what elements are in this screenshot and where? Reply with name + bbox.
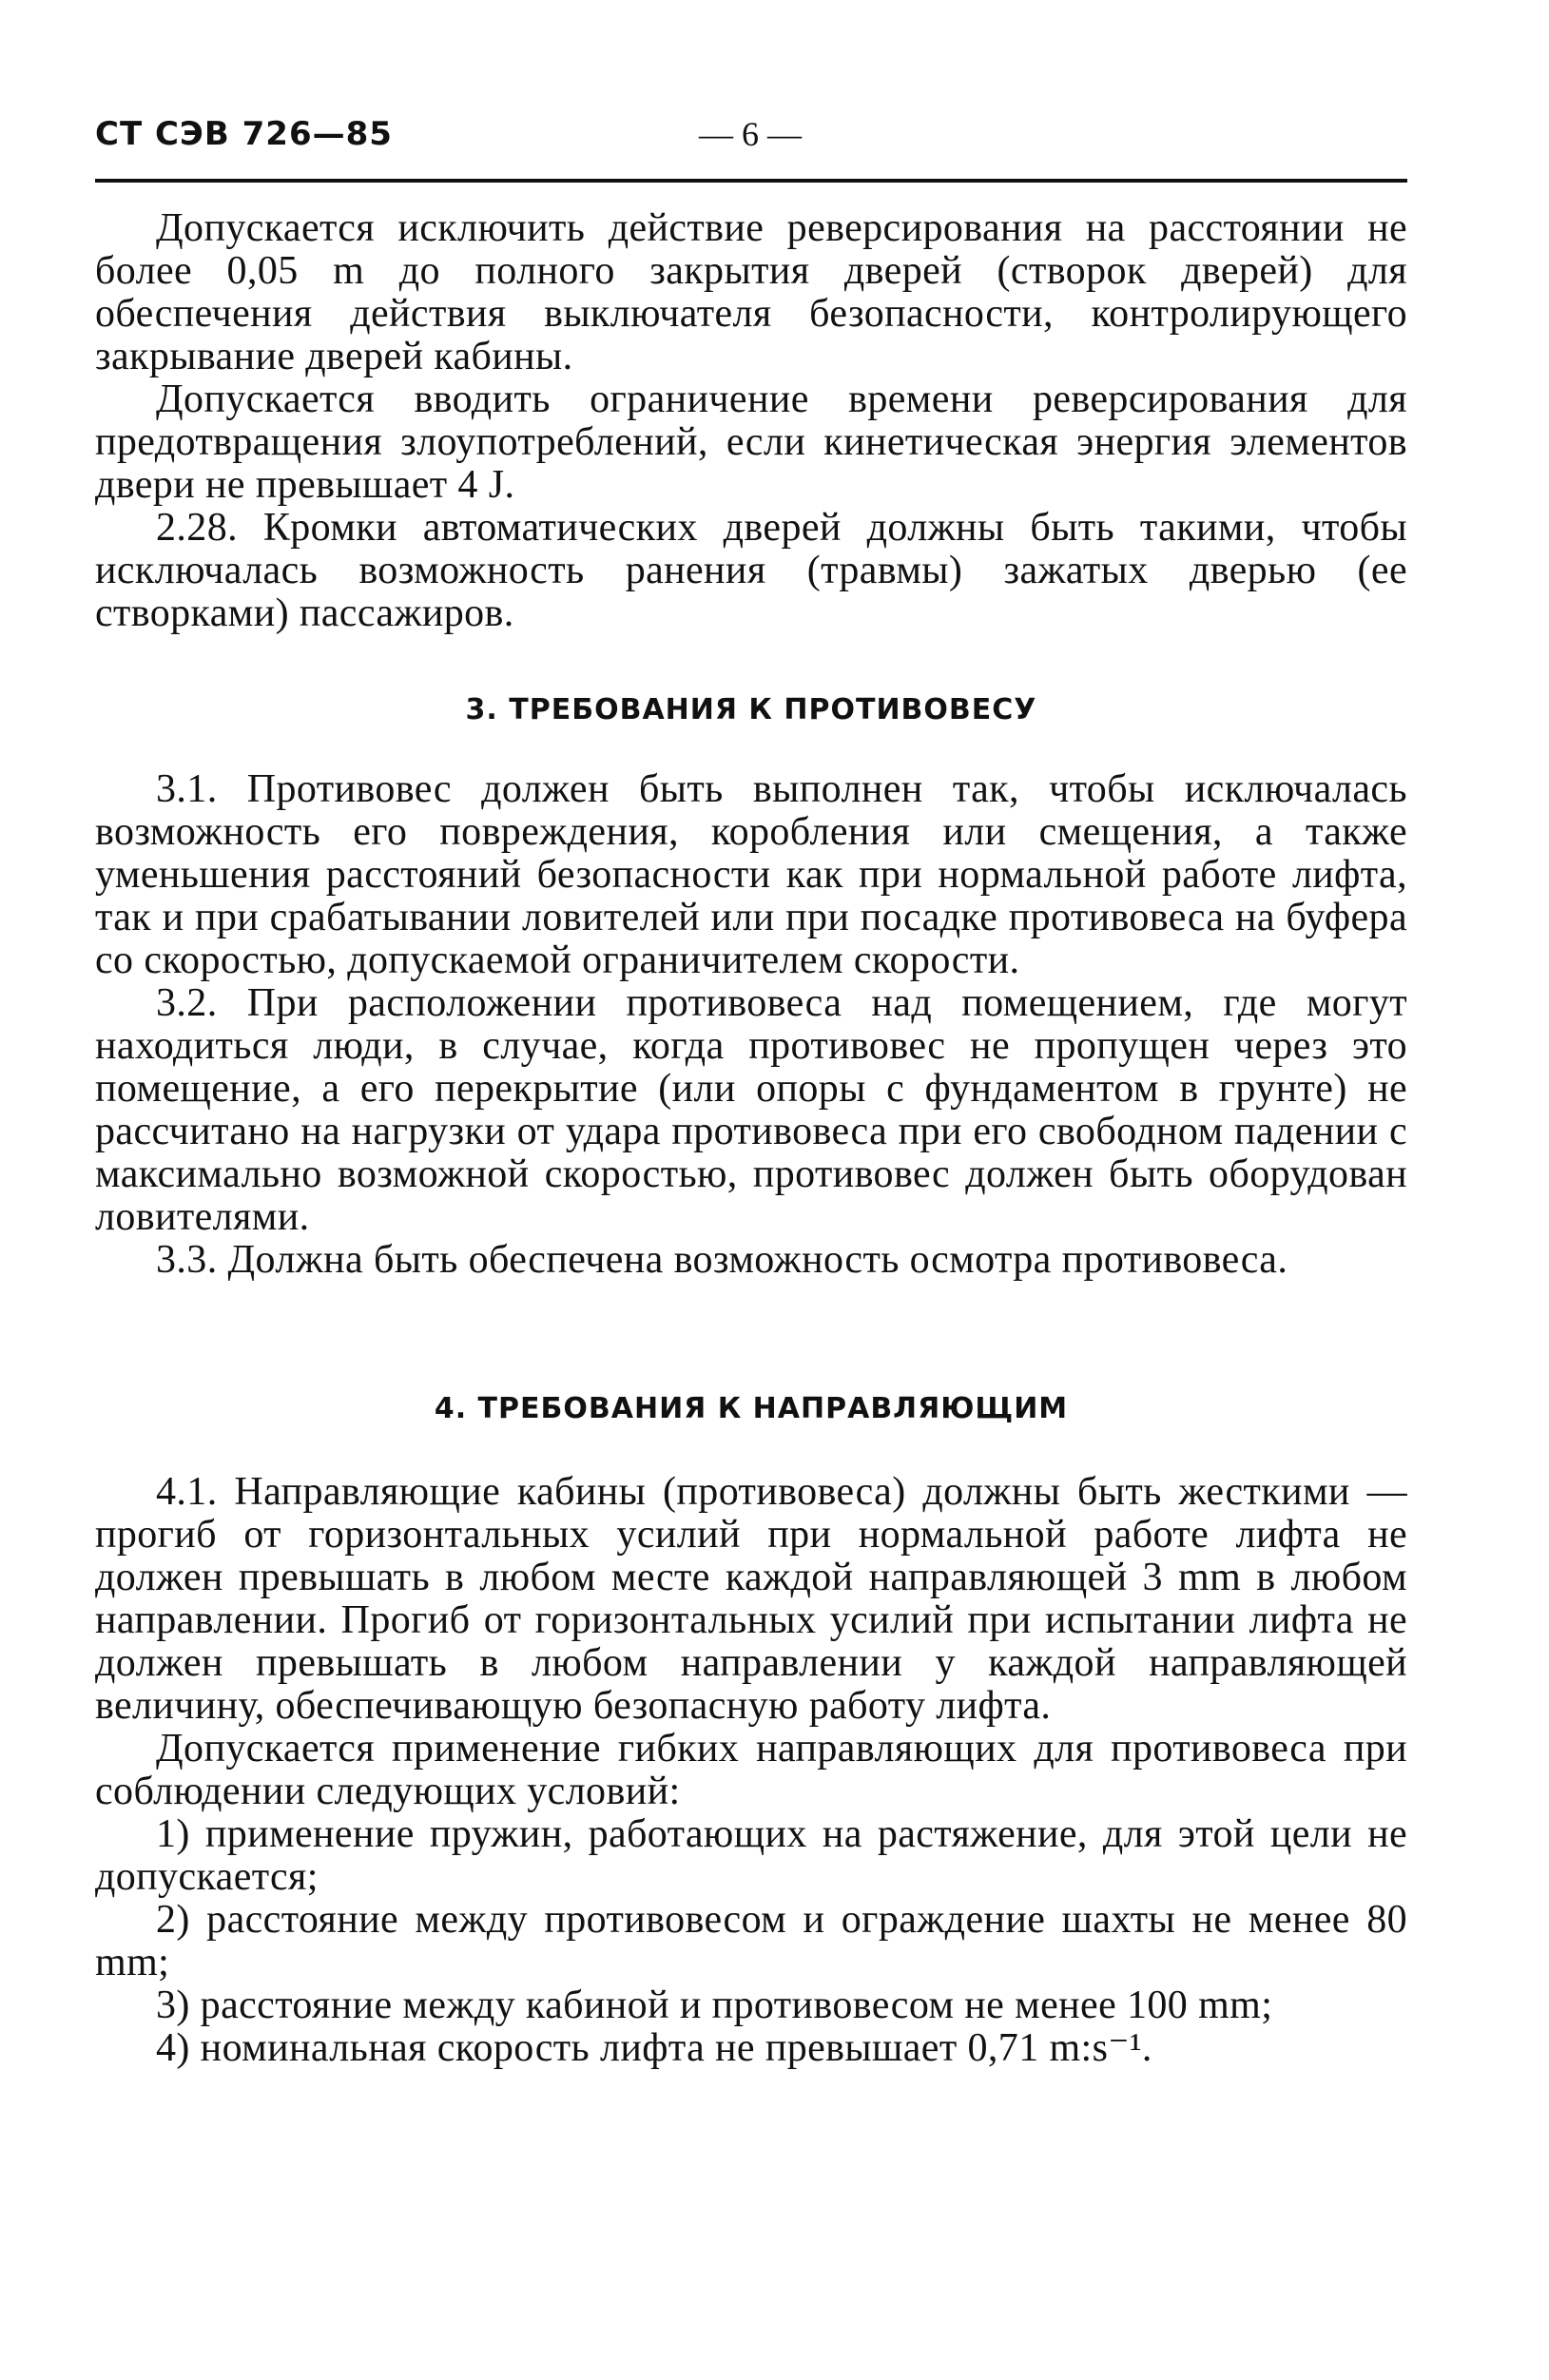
paragraph-flexible-guides: Допускается применение гибких направляющих для противовеса при соблюдении следующих условий: [95,1727,1407,1813]
text-block-section-4 [95,1471,1407,2070]
section-3-heading: 3. ТРЕБОВАНИЯ К ПРОТИВОВЕСУ [465,693,1037,726]
paragraph-3-1: 3.1. Противовес должен быть выполнен так, чтобы исключалась возможность его повреждения, коробления или смещения, а также уменьшения расстояний безопасности как при нормальной работе лифта, так и при срабатывании ловителей или при посадке противовеса на буфера со скоростью, допускаемой ограничителем скорости. [95,767,1407,982]
list-item-3: 3) расстояние между кабиной и противовесом не менее 100 mm; [156,1983,1273,2027]
text-block-clause-2 [95,207,1407,635]
paragraph-3-2: 3.2. При расположении противовеса над помещением, где могут находиться люди, в случае, когда противовес не пропущен через это помещение, а его перекрытие (или опоры с фундаментом в грунте) не рассчитано на нагрузки от удара противовеса при его свободном падении с максимально возможной скоростью, противовес должен быть оборудован ловителями. [95,981,1407,1239]
paragraph-3-3: 3.3. Должна быть обеспечена возможность осмотра противовеса. [156,1238,1288,1282]
section-4-heading: 4. ТРЕБОВАНИЯ К НАПРАВЛЯЮЩИМ [434,1392,1069,1425]
list-item-4: 4) номинальная скорость лифта не превышает 0,71 m:s⁻¹. [156,2026,1152,2070]
text-block-section-3 [95,768,1407,1282]
paragraph-reversing-time: Допускается вводить ограничение времени реверсирования для предотвращения злоупотреблений, если кинетическая энергия элементов двери не превышает 4 J. [95,377,1407,507]
list-item-1: 1) применение пружин, работающих на растяжение, для этой цели не допускается; [95,1812,1407,1899]
header-rule [95,179,1407,183]
page-header [95,112,1407,160]
paragraph-reversing-distance: Допускается исключить действие реверсирования на расстоянии не более 0,05 m до полного закрытия дверей (створок дверей) для обеспечения действия выключателя безопасности, контролирующего закрывание дверей кабины. [95,206,1407,378]
document-code: СТ СЭВ 726—85 [95,115,393,153]
paragraph-4-1: 4.1. Направляющие кабины (противовеса) должны быть жесткими — прогиб от горизонтальных усилий при нормальной работе лифта не должен превышать в любом месте каждой направляющей 3 mm в любом направлении. Прогиб от горизонтальных усилий при испытании лифта не должен превышать в любом направлении у каждой направляющей величину, обеспечивающую безопасную работу лифта. [95,1470,1407,1728]
page-number: — 6 — [699,115,802,153]
list-item-2: 2) расстояние между противовесом и ограждение шахты не менее 80 mm; [95,1898,1407,1984]
paragraph-2-28: 2.28. Кромки автоматических дверей должны быть такими, чтобы исключалась возможность ранения (травмы) зажатых дверью (ее створками) пассажиров. [95,506,1407,635]
